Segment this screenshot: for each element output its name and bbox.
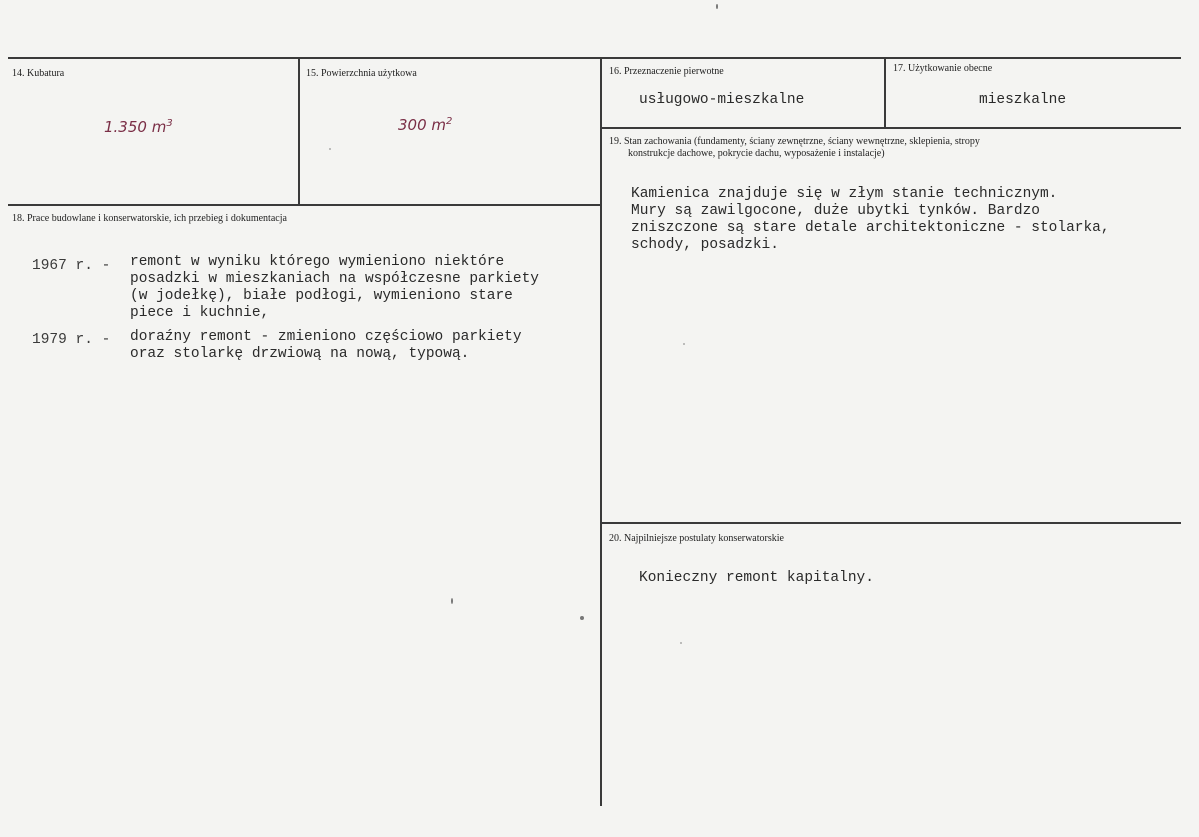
field-19-value — [631, 186, 1110, 254]
field-17-label: 17. Użytkowanie obecne — [893, 63, 993, 74]
top-rule — [8, 57, 1181, 59]
divider-16-17 — [884, 58, 886, 128]
paper-speck — [451, 598, 453, 604]
field-17-value: mieszkalne — [979, 92, 1067, 108]
field-20-label: 20. Najpilniejsze postulaty konserwatorskie — [609, 533, 784, 544]
work-entry-line: (w jodełkę), białe podłogi, wymieniono stare — [130, 288, 513, 304]
rule-above-20 — [601, 522, 1181, 524]
paper-speck — [580, 616, 584, 620]
work-entry-line: remont w wyniku którego wymieniono niektóre — [130, 254, 505, 270]
divider-14-15 — [298, 58, 300, 204]
rule-under-14-15 — [8, 204, 601, 206]
field-19-label-line: 19. Stan zachowania (fundamenty, ściany zewnętrzne, ściany wewnętrzne, sklepienia, stropy — [609, 136, 980, 147]
field-16-value: usługowo-mieszkalne — [639, 92, 805, 108]
work-entry-line: piece i kuchnie, — [130, 305, 270, 321]
field-19-line: zniszczone są stare detale architektoniczne - stolarka, — [631, 220, 1110, 236]
field-20-value: Konieczny remont kapitalny. — [639, 570, 874, 586]
field-19-line: Mury są zawilgocone, duże ubytki tynków. Bardzo — [631, 203, 1040, 219]
paper-speck — [329, 148, 331, 150]
work-entry-line: posadzki w mieszkaniach na współczesne parkiety — [130, 271, 539, 287]
field-15-label: 15. Powierzchnia użytkowa — [306, 68, 417, 79]
field-15-unit-exponent: 2 — [446, 116, 453, 127]
field-14-unit-exponent: 3 — [166, 118, 173, 129]
field-14-number: 1.350 — [104, 118, 147, 136]
divider-left-right — [600, 58, 602, 806]
field-14-label: 14. Kubatura — [12, 68, 65, 79]
field-15-value — [398, 116, 452, 134]
field-18-label: 18. Prace budowlane i konserwatorskie, ich przebieg i dokumentacja — [12, 213, 287, 224]
field-16-label: 16. Przeznaczenie pierwotne — [609, 66, 724, 77]
paper-speck — [680, 642, 682, 644]
field-19-label-line: konstrukcje dachowe, pokrycie dachu, wyposażenie i instalacje) — [628, 148, 885, 159]
work-entry-description — [130, 254, 539, 322]
work-entry-line: oraz stolarkę drzwiową na nową, typową. — [130, 346, 470, 362]
field-15-number: 300 — [398, 116, 427, 134]
work-entry-year: 1967 r. - — [32, 258, 111, 274]
work-entry-line: doraźny remont - zmieniono częściowo parkiety — [130, 329, 522, 345]
field-14-value — [104, 118, 173, 136]
paper-speck — [716, 4, 718, 9]
field-15-unit: m — [431, 116, 447, 134]
field-14-unit: m — [151, 118, 167, 136]
work-entry-description — [130, 329, 522, 363]
rule-under-16-17 — [601, 127, 1181, 129]
field-19-label — [609, 136, 980, 160]
paper-speck — [683, 343, 685, 345]
field-19-line: Kamienica znajduje się w złym stanie technicznym. — [631, 186, 1058, 202]
work-entry-year: 1979 r. - — [32, 332, 111, 348]
field-19-line: schody, posadzki. — [631, 237, 779, 253]
